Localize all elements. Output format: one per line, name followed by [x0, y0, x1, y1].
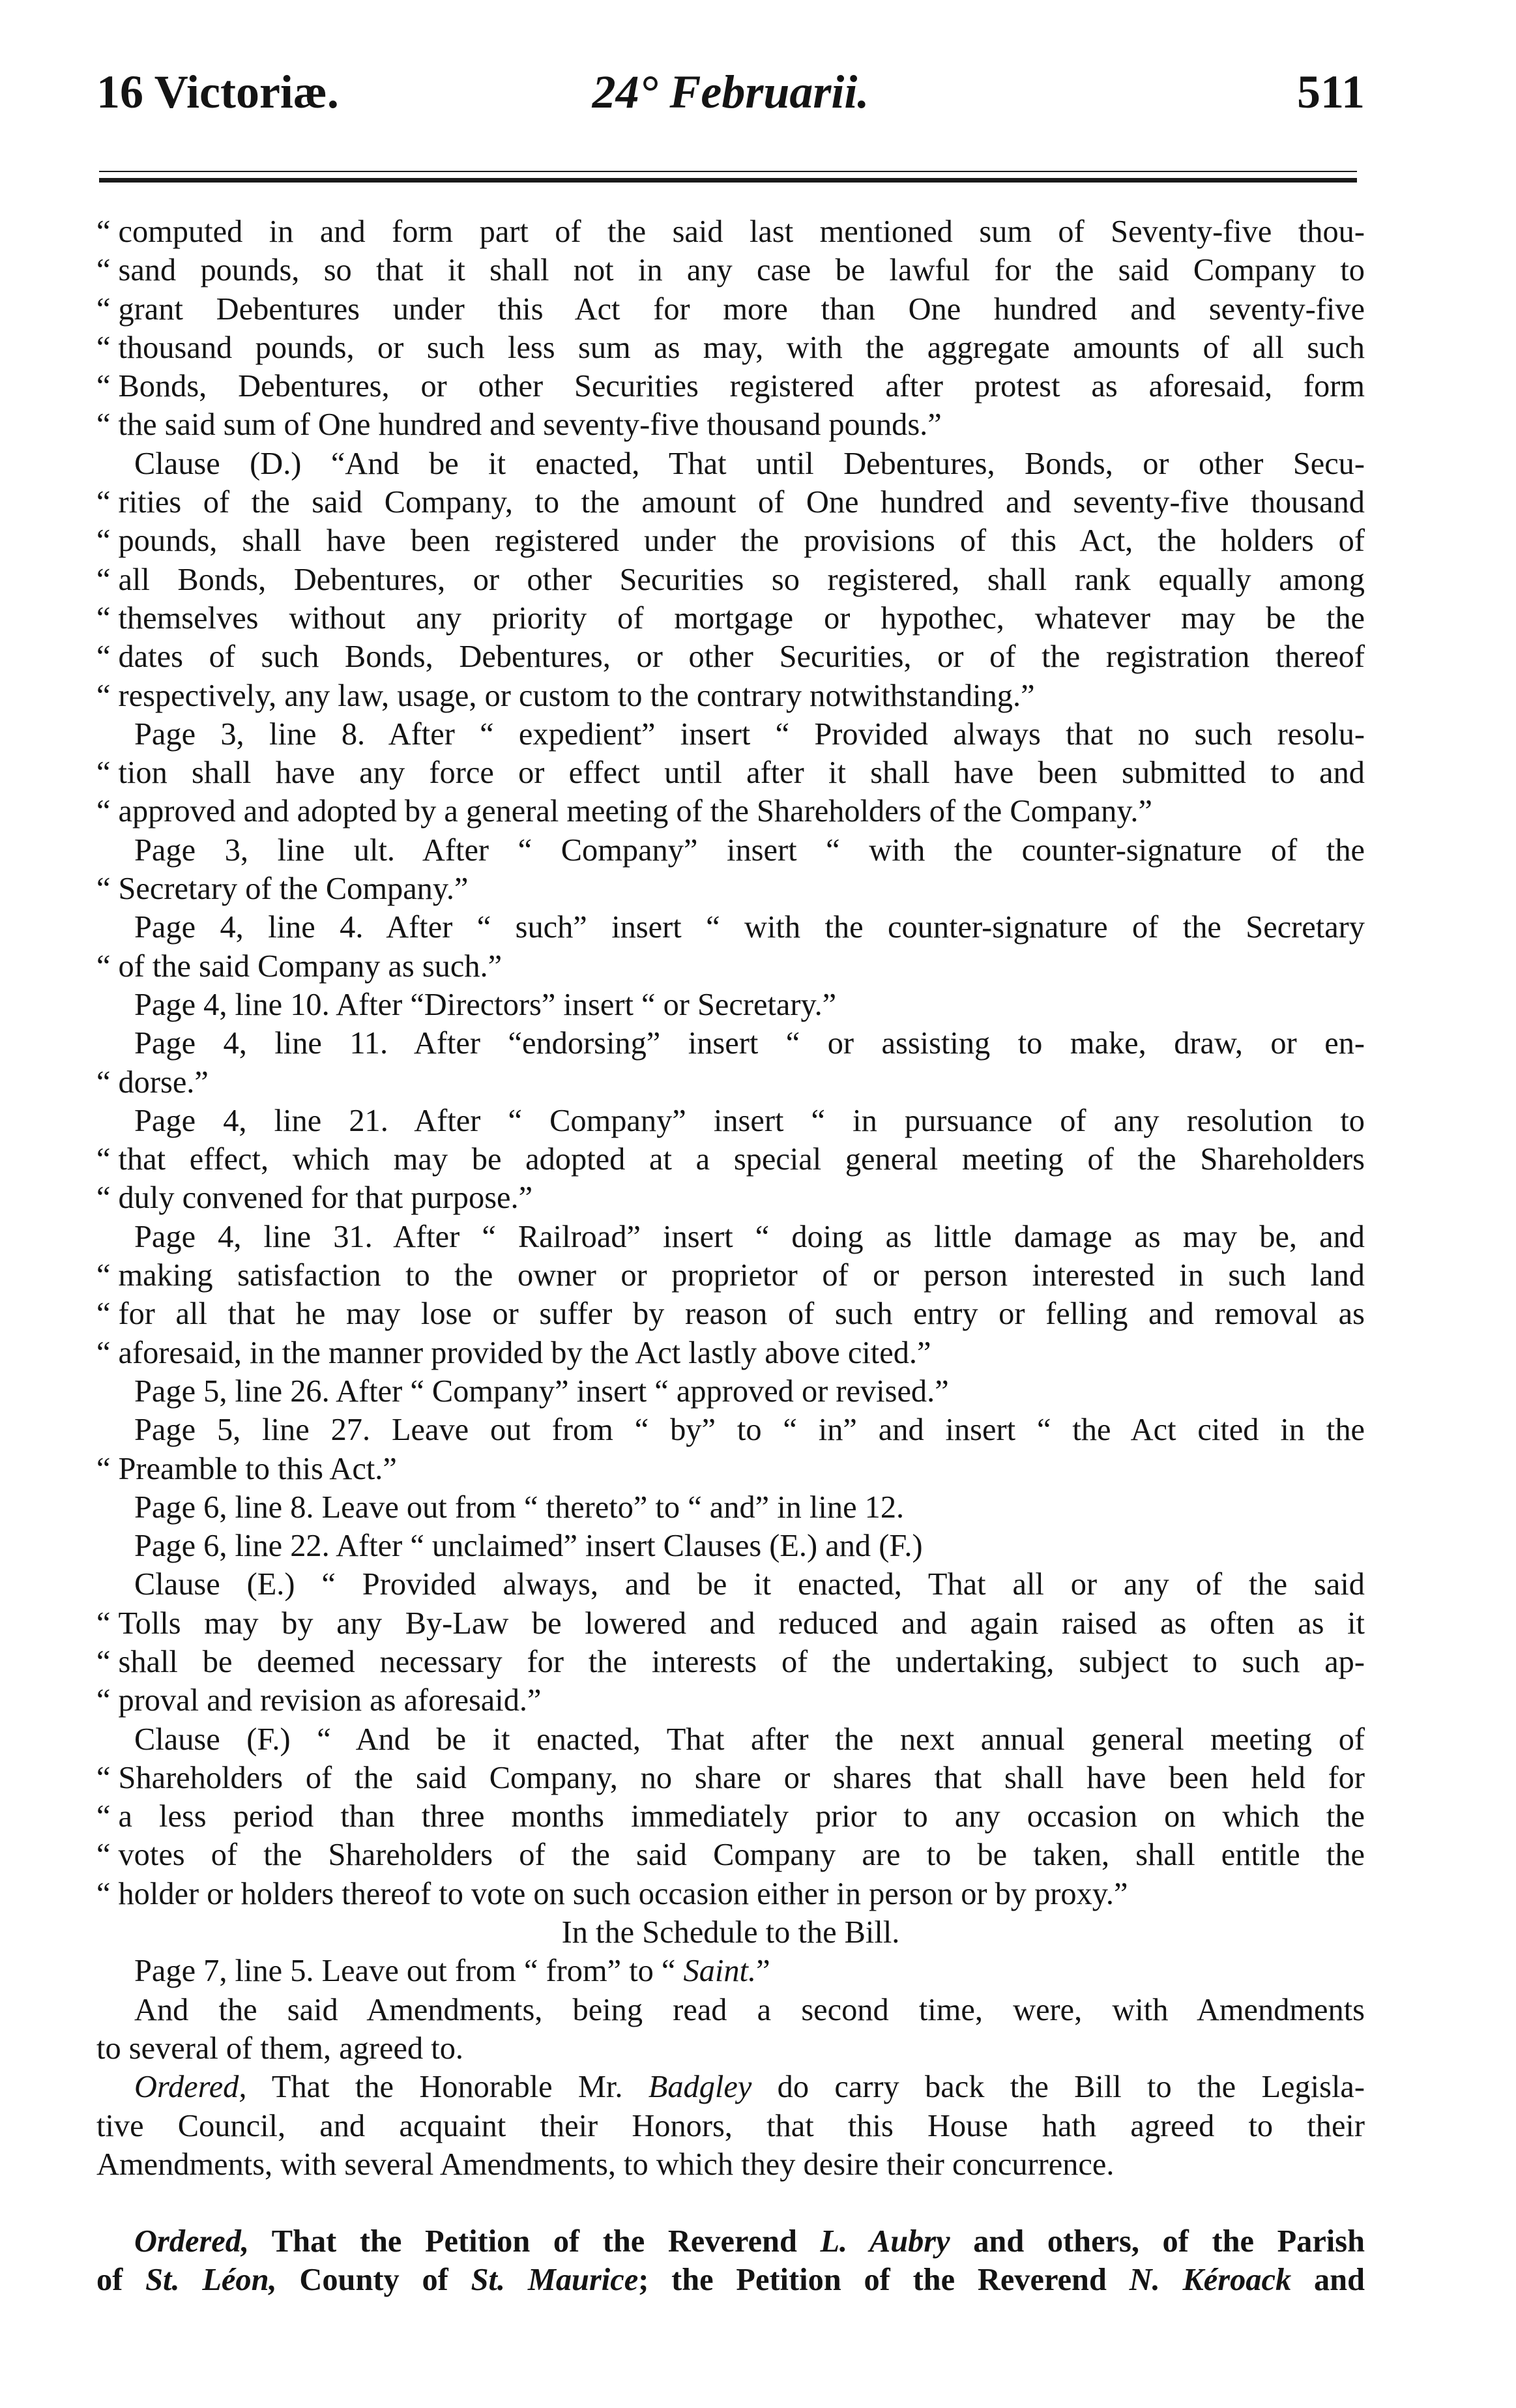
line-text: Shareholders of the said Company, no share or shares that shall have been held for: [118, 1760, 1365, 1795]
quote-mark: “: [96, 485, 111, 520]
line-text: the said sum of One hundred and seventy-five thousand pounds.”: [118, 407, 942, 443]
line-text: Secretary of the Company.”: [118, 872, 469, 907]
quote-mark: “: [96, 756, 111, 791]
line-text: pounds, shall have been registered under the provisions of this Act, the holders of: [118, 523, 1365, 559]
text-line: [96, 1643, 1365, 1681]
quote-mark: “: [96, 639, 111, 675]
text-line: [96, 1063, 1365, 1102]
line-text: rities of the said Company, to the amount of One hundred and seventy-five thousand: [118, 485, 1365, 520]
text-line: [96, 251, 1365, 289]
quote-mark: “: [96, 1876, 111, 1911]
quote-mark: “: [96, 1297, 111, 1332]
line-text: Page 6, line 8. Leave out from “ thereto” to “ and” in line 12.: [134, 1490, 905, 1525]
line-text: Tolls may by any By-Law be lowered and reduced and again raised as often as it: [118, 1606, 1365, 1641]
petitioner-keroack: N. Kéroack: [1129, 2263, 1292, 2298]
line-text: Clause (D.) “And be it enacted, That until Debentures, Bonds, or other Secu-: [134, 446, 1365, 481]
text-line: [96, 1411, 1365, 1449]
text-line: [96, 599, 1365, 638]
line-text: of the said Company as such.”: [118, 948, 503, 984]
text-line: [96, 1875, 1365, 1913]
line-text: Clause (E.) “ Provided always, and be it enacted, That all or any of the said: [134, 1567, 1365, 1602]
schedule-close-quote: ”: [756, 1954, 770, 1989]
text-line: [96, 1218, 1365, 1256]
line-text: computed in and form part of the said last mentioned sum of Seventy-five thou-: [118, 214, 1365, 249]
text-line: [96, 290, 1365, 329]
line-text: Page 4, line 10. After “Directors” insert “ or Secretary.”: [134, 987, 837, 1022]
text-line: [96, 561, 1365, 599]
order1-line-3: Amendments, with several Amendments, to which they desire their concurrence.: [96, 2147, 1115, 2182]
quote-mark: “: [96, 1606, 111, 1641]
line-text: Page 4, line 4. After “ such” insert “ with the counter-signature of the Secretary: [134, 910, 1365, 945]
schedule-amendment: [96, 1952, 1365, 1990]
text-line: [96, 1024, 1365, 1063]
text-line: [96, 1488, 1365, 1527]
text-line: [96, 367, 1365, 405]
line-text: grant Debentures under this Act for more than One hundred and seventy-five: [118, 291, 1365, 327]
quote-mark: “: [96, 330, 111, 365]
order2-text-b: and others, of the Parish: [950, 2224, 1365, 2259]
quote-mark: “: [96, 600, 111, 636]
quote-mark: “: [96, 872, 111, 907]
quote-mark: “: [96, 1181, 111, 1216]
page: [96, 0, 1365, 2408]
line-text: sand pounds, so that it shall not in any case be lawful for the said Company to: [118, 253, 1365, 288]
line-text: Page 3, line 8. After “ expedient” insert “ Provided always that no such resolu-: [134, 716, 1365, 752]
text-line: [96, 1797, 1365, 1836]
text-line: [96, 1256, 1365, 1295]
text-line: [96, 1565, 1365, 1604]
line-text: Page 5, line 26. After “ Company” insert “ approved or revised.”: [134, 1373, 949, 1409]
text-line: [96, 213, 1365, 251]
line-text: approved and adopted by a general meeting of the Shareholders of the Company.”: [118, 794, 1152, 829]
line-text: all Bonds, Debentures, or other Securities so registered, shall rank equally among: [118, 562, 1365, 597]
text-line: [96, 521, 1365, 560]
page-number: 511: [1296, 66, 1365, 118]
quote-mark: “: [96, 1451, 111, 1486]
text-line: [96, 986, 1365, 1024]
line-text: Page 4, line 11. After “endorsing” insert “ or assisting to make, draw, or en-: [134, 1026, 1365, 1061]
text-line: [96, 792, 1365, 830]
order2-text-a: That the Petition of the Reverend: [249, 2224, 821, 2259]
text-line: [96, 715, 1365, 754]
text-line: [96, 1102, 1365, 1140]
line-text: Page 5, line 27. Leave out from “ by” to “ in” and insert “ the Act cited in the: [134, 1413, 1365, 1448]
text-line: [96, 947, 1365, 986]
text-line: [96, 908, 1365, 947]
quote-mark: “: [96, 1142, 111, 1177]
text-line: [96, 1759, 1365, 1797]
text-line: [96, 1604, 1365, 1643]
quote-mark: “: [96, 1838, 111, 1873]
text-line: [96, 677, 1365, 715]
text-line: [96, 1179, 1365, 1217]
line-text: making satisfaction to the owner or proprietor of or person interested in such land: [118, 1258, 1365, 1293]
text-line: [96, 445, 1365, 483]
ordered-label: Ordered,: [134, 2070, 247, 2105]
quote-mark: “: [96, 369, 111, 404]
body-text: [96, 213, 1365, 2300]
order2-text-f: and: [1291, 2263, 1365, 2298]
text-line: [96, 1681, 1365, 1720]
text-line: [96, 329, 1365, 367]
line-text: respectively, any law, usage, or custom to the contrary notwithstanding.”: [118, 678, 1035, 713]
quote-mark: “: [96, 948, 111, 984]
line-text: Page 4, line 31. After “ Railroad” insert “ doing as little damage as may be, and: [134, 1219, 1365, 1254]
quote-mark: “: [96, 253, 111, 288]
line-text: dorse.”: [118, 1065, 209, 1100]
text-line: [96, 483, 1365, 521]
quote-mark: “: [96, 291, 111, 327]
line-text: tion shall have any force or effect until after it shall have been submitted to and: [118, 756, 1365, 791]
text-line: [96, 1450, 1365, 1488]
quote-mark: “: [96, 678, 111, 713]
quote-mark: “: [96, 1065, 111, 1100]
text-line: [96, 638, 1365, 676]
quote-mark: “: [96, 1258, 111, 1293]
schedule-heading: In the Schedule to the Bill.: [561, 1915, 900, 1950]
line-text: proval and revision as aforesaid.”: [118, 1683, 542, 1718]
schedule-saint: Saint.: [683, 1954, 757, 1989]
text-line: [96, 405, 1365, 444]
order2-line-2: [96, 2261, 1365, 2299]
header-rule: [99, 171, 1357, 183]
line-text: that effect, which may be adopted at a special general meeting of the Shareholders: [118, 1142, 1365, 1177]
parish-st-leon: St. Léon,: [145, 2263, 277, 2298]
amendments-line-2: to several of them, agreed to.: [96, 2031, 463, 2066]
line-text: Bonds, Debentures, or other Securities registered after protest as aforesaid, form: [118, 369, 1365, 404]
quote-mark: “: [96, 1683, 111, 1718]
line-text: dates of such Bonds, Debentures, or other Securities, or of the registration thereof: [118, 639, 1365, 675]
schedule-text: Page 7, line 5. Leave out from “ from” to “: [134, 1954, 684, 1989]
quote-mark: “: [96, 214, 111, 249]
text-line: [96, 870, 1365, 908]
line-text: thousand pounds, or such less sum as may, with the aggregate amounts of all such: [118, 330, 1365, 365]
quote-mark: “: [96, 1799, 111, 1834]
header-regnal-year: 16 Victoriæ.: [96, 66, 339, 118]
order1-line-1: [96, 2068, 1365, 2106]
petitioner-aubry: L. Aubry: [820, 2224, 950, 2259]
text-line: [96, 1334, 1365, 1372]
text-line: [96, 1720, 1365, 1759]
header-date: 24° Februarii.: [592, 66, 869, 118]
line-text: a less period than three months immediately prior to any occasion on which the: [118, 1799, 1365, 1834]
order1-text-a: That the Honorable Mr.: [246, 2070, 649, 2105]
line-text: Page 6, line 22. After “ unclaimed” insert Clauses (E.) and (F.): [134, 1529, 923, 1564]
running-header: [96, 65, 1365, 130]
text-line: [96, 754, 1365, 792]
line-text: votes of the Shareholders of the said Company are to be taken, shall entitle the: [118, 1838, 1365, 1873]
line-text: duly convened for that purpose.”: [118, 1181, 533, 1216]
line-text: Clause (F.) “ And be it enacted, That after the next annual general meeting of: [134, 1722, 1365, 1757]
amendments-line-1: And the said Amendments, being read a second time, were, with Amendments: [134, 1992, 1365, 2027]
amendment-lines: [96, 213, 1365, 1913]
line-text: Page 3, line ult. After “ Company” insert “ with the counter-signature of the: [134, 832, 1365, 868]
line-text: shall be deemed necessary for the interests of the undertaking, subject to such ap-: [118, 1644, 1365, 1679]
ordered-label-2: Ordered,: [134, 2224, 250, 2259]
order1-line-2: tive Council, and acquaint their Honors, that this House hath agreed to their: [96, 2108, 1365, 2143]
text-line: [96, 831, 1365, 870]
line-text: Preamble to this Act.”: [118, 1451, 397, 1486]
line-text: aforesaid, in the manner provided by the Act lastly above cited.”: [118, 1335, 931, 1370]
paragraph-gap: [96, 2184, 1365, 2222]
order2-text-c: of: [96, 2263, 146, 2298]
order2-text-e: ; the Petition of the Reverend: [638, 2263, 1130, 2298]
line-text: holder or holders thereof to vote on such occasion either in person or by proxy.”: [118, 1876, 1128, 1911]
text-line: [96, 1527, 1365, 1565]
order2-text-d: County of: [276, 2263, 471, 2298]
text-line: [96, 1140, 1365, 1179]
quote-mark: “: [96, 562, 111, 597]
text-line: [96, 1372, 1365, 1411]
text-line: [96, 1295, 1365, 1333]
line-text: for all that he may lose or suffer by reason of such entry or felling and removal as: [118, 1297, 1365, 1332]
quote-mark: “: [96, 407, 111, 443]
text-line: [96, 1836, 1365, 1874]
county-st-maurice: St. Maurice: [471, 2263, 639, 2298]
order1-text-b: do carry back the Bill to the Legisla-: [751, 2070, 1365, 2105]
line-text: themselves without any priority of mortgage or hypothec, whatever may be the: [118, 600, 1365, 636]
member-name-badgley: Badgley: [648, 2070, 752, 2105]
order2-line-1: [96, 2222, 1365, 2261]
quote-mark: “: [96, 1335, 111, 1370]
line-text: Page 4, line 21. After “ Company” insert “ in pursuance of any resolution to: [134, 1103, 1365, 1138]
quote-mark: “: [96, 523, 111, 559]
quote-mark: “: [96, 794, 111, 829]
quote-mark: “: [96, 1760, 111, 1795]
quote-mark: “: [96, 1644, 111, 1679]
